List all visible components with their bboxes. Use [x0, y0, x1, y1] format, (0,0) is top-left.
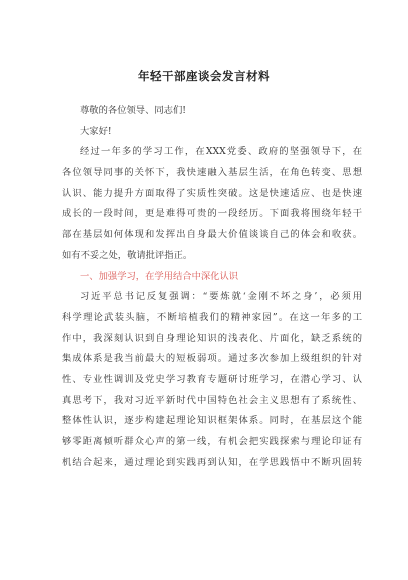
document-body [62, 101, 362, 473]
paragraph-line: 作中，我深刻认识到自身理论知识的浅表化、片面化，缺乏系统的 [62, 332, 362, 344]
paragraph-line: 认识、能力提升方面取得了实质性突破。这是快速适应、也是快速 [62, 187, 362, 199]
paragraph-line: 习近平总书记反复强调：“要炼就‘金刚不坏之身’，必须用 [80, 291, 362, 303]
paragraph-line: 机结合起来，通过理论到实践再到认知，在学思践悟中不断巩固转 [62, 456, 362, 468]
paragraph-intro [62, 142, 362, 266]
greeting-line: 尊敬的各位领导、同志们! [80, 105, 187, 116]
paragraph-line: 够零距离倾听群众心声的第一线，有机会把实践探索与理论印证有 [62, 436, 362, 447]
paragraph-line: 科学理论武装头脑，不断培植我们的精神家园”。在这一年多的工 [62, 311, 362, 323]
document-title: 年轻干部座谈会发言材料 [138, 69, 270, 83]
paragraph-line: 成长的一段时间，更是难得可贵的一段经历。下面我将围绕年轻干 [62, 208, 362, 220]
paragraph-line: 各位领导同事的关怀下，我快速融入基层生活，在角色转变、思想 [62, 167, 362, 179]
paragraph-line: 如有不妥之处，敬请批评指正。 [62, 249, 193, 261]
paragraph-line: 性、专业性调训及党史学习教育专题研讨班学习，在潜心学习、认 [62, 373, 362, 385]
section-heading: 一、加强学习，在学用结合中深化认识 [80, 270, 239, 282]
paragraph-study [62, 287, 362, 473]
paragraph-line: 部在基层如何体现和发挥出自身最大价值谈谈自己的体会和收获。 [62, 229, 362, 241]
hello-line: 大家好! [80, 125, 112, 137]
paragraph-line: 整体性认识，逐步构建起理论知识框架体系。同时，在基层这个能 [62, 415, 362, 427]
paragraph-line: 真思考下，我对习近平新时代中国特色社会主义思想有了系统性、 [62, 394, 362, 406]
paragraph-line: 集成体系是我当前最大的短板弱项。通过多次参加上级组织的针对 [62, 353, 362, 365]
paragraph-line: 经过一年多的学习工作，在XXX党委、政府的坚强领导下，在 [80, 146, 362, 158]
